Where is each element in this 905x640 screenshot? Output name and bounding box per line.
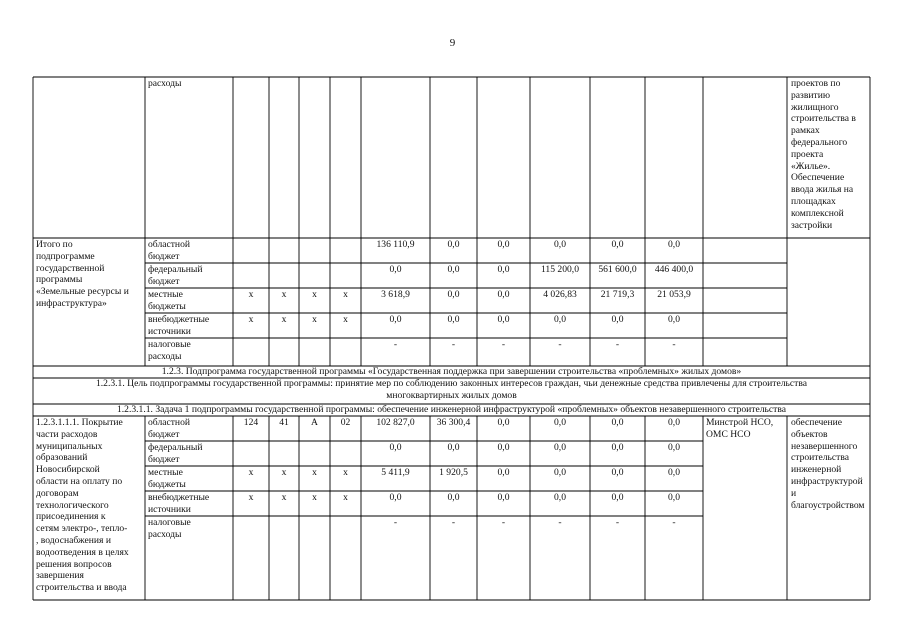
event-row-value: 0,0	[611, 442, 624, 453]
event-row-value: 0,0	[447, 442, 460, 453]
total-row-value: 136 110,9	[376, 239, 415, 250]
total-row-type: областной бюджет	[148, 239, 191, 262]
total-row-value: -	[558, 339, 562, 350]
total-row-value: 0,0	[447, 289, 460, 300]
event-row-code: 02	[340, 417, 351, 428]
event-row-value: 0,0	[611, 492, 624, 503]
total-row-type: внебюджетные источники	[148, 314, 210, 337]
total-row-value: 0,0	[447, 314, 460, 325]
total-row-value: 446 400,0	[654, 264, 694, 275]
event-row-value: 0,0	[497, 442, 510, 453]
top-row-result: проектов по развитию жилищного строительства в рамках федерального проекта «Жилье». Обеспечение ввода жилья на площадках комплексной застройки	[791, 78, 856, 231]
event-row-code: А	[311, 417, 318, 428]
total-row-code: x	[343, 314, 348, 325]
event-row-value: 1 920,5	[439, 467, 468, 478]
total-row-value: 21 719,3	[600, 289, 635, 300]
event-name: 1.2.3.1.1.1. Покрытие части расходов муниципальных образований Новосибирской области на оплату по договорам технологического присоединения к сетям электро-, тепло- , водоснабжения и водоотведения в целях решения вопросов завершения строительства и ввода	[36, 417, 129, 594]
event-row-type: областной бюджет	[148, 417, 191, 440]
total-row-value: 4 026,83	[543, 289, 577, 300]
total-row-value: 0,0	[497, 239, 510, 250]
goal-band: 1.2.3.1. Цель подпрограммы государственной программы: принятие мер по соблюдению законных интересов граждан, чьи денежные средства привлечены для строительства многоквартирных жилых домов	[95, 378, 808, 401]
event-row-value: 0,0	[611, 467, 624, 478]
total-row-value: 0,0	[447, 264, 460, 275]
total-row-code: x	[248, 289, 254, 300]
event-row-value: 0,0	[389, 442, 402, 453]
total-row-value: 115 200,0	[540, 264, 580, 275]
event-row-code: 41	[279, 417, 289, 428]
event-row-value: 5 411,9	[381, 467, 410, 478]
event-row-value: 0,0	[497, 492, 510, 503]
event-row-code: 124	[243, 417, 259, 428]
total-row-value: -	[672, 339, 676, 350]
total-row-value: 0,0	[554, 314, 566, 325]
total-row-value: -	[451, 339, 456, 350]
event-executor: Минстрой НСО, ОМС НСО	[706, 417, 774, 440]
event-row-type: федеральный бюджет	[148, 442, 203, 465]
event-row-code: x	[248, 492, 254, 503]
event-row-code: x	[248, 467, 254, 478]
event-row-value: 0,0	[668, 467, 680, 478]
total-row-value: 0,0	[389, 314, 402, 325]
total-row-value: 0,0	[447, 239, 460, 250]
event-row-value: 0,0	[554, 492, 566, 503]
event-row-value: 0,0	[497, 467, 510, 478]
total-row-value: 21 053,9	[657, 289, 691, 300]
total-row-value: 0,0	[611, 239, 624, 250]
page-number: 9	[449, 37, 456, 49]
total-row-value: 0,0	[497, 314, 510, 325]
event-row-value: 0,0	[554, 467, 566, 478]
event-row-type: налоговые расходы	[148, 517, 191, 540]
event-row-value: -	[501, 517, 506, 528]
event-row-value: -	[451, 517, 456, 528]
subprogram-band: 1.2.3. Подпрограмма государственной программы «Государственная поддержка при завершении строительства «проблемных» жилых домов»	[161, 366, 742, 377]
event-row-value: 0,0	[497, 417, 510, 428]
event-row-value: 0,0	[668, 492, 680, 503]
event-row-value: 36 300,4	[436, 417, 471, 428]
event-row-value: -	[672, 517, 676, 528]
total-row-type: местные бюджеты	[148, 289, 186, 312]
event-row-code: x	[281, 492, 287, 503]
total-row-code: x	[248, 314, 254, 325]
event-row-value: 0,0	[447, 492, 460, 503]
event-row-value: -	[558, 517, 562, 528]
total-row-value: 3 618,9	[381, 289, 410, 300]
total-row-value: 0,0	[554, 239, 566, 250]
event-row-value: 0,0	[668, 442, 680, 453]
event-row-value: 0,0	[611, 417, 624, 428]
total-row-value: 0,0	[497, 289, 510, 300]
event-row-type: местные бюджеты	[148, 467, 186, 490]
event-row-value: 0,0	[668, 417, 680, 428]
event-row-value: 0,0	[554, 417, 566, 428]
event-row-code: x	[312, 492, 317, 503]
event-row-code: x	[343, 492, 348, 503]
total-row-value: 0,0	[497, 264, 510, 275]
event-row-type: внебюджетные источники	[148, 492, 210, 515]
total-row-code: x	[343, 289, 348, 300]
event-row-value: 0,0	[554, 442, 566, 453]
total-row-type: федеральный бюджет	[148, 264, 203, 287]
total-row-value: 0,0	[668, 314, 680, 325]
event-row-value: 102 827,0	[376, 417, 415, 428]
total-row-value: -	[501, 339, 506, 350]
total-row-value: 561 600,0	[598, 264, 637, 275]
total-row-type: налоговые расходы	[148, 339, 191, 362]
total-row-value: 0,0	[611, 314, 624, 325]
event-row-code: x	[312, 467, 317, 478]
top-row-type: расходы	[148, 78, 182, 89]
total-row-value: 0,0	[389, 264, 402, 275]
total-row-code: x	[281, 314, 287, 325]
event-row-code: x	[343, 467, 348, 478]
total-row-value: -	[393, 339, 398, 350]
task-band: 1.2.3.1.1. Задача 1 подпрограммы государственной программы: обеспечение инженерной инфраструктурой «проблемных» объектов незавершенного строительства	[116, 404, 787, 415]
event-row-value: -	[615, 517, 620, 528]
total-row-value: 0,0	[668, 239, 680, 250]
total-row-code: x	[281, 289, 287, 300]
total-row-code: x	[312, 289, 317, 300]
event-row-value: 0,0	[389, 492, 402, 503]
total-row-code: x	[312, 314, 317, 325]
event-row-code: x	[281, 467, 287, 478]
event-row-value: -	[393, 517, 398, 528]
total-row-value: -	[615, 339, 620, 350]
total-name: Итого по подпрограмме государственной программы «Земельные ресурсы и инфраструктура»	[36, 239, 129, 309]
event-result: обеспечение объектов незавершенного строительства инженерной инфраструктурой и благоустройством	[791, 417, 865, 511]
